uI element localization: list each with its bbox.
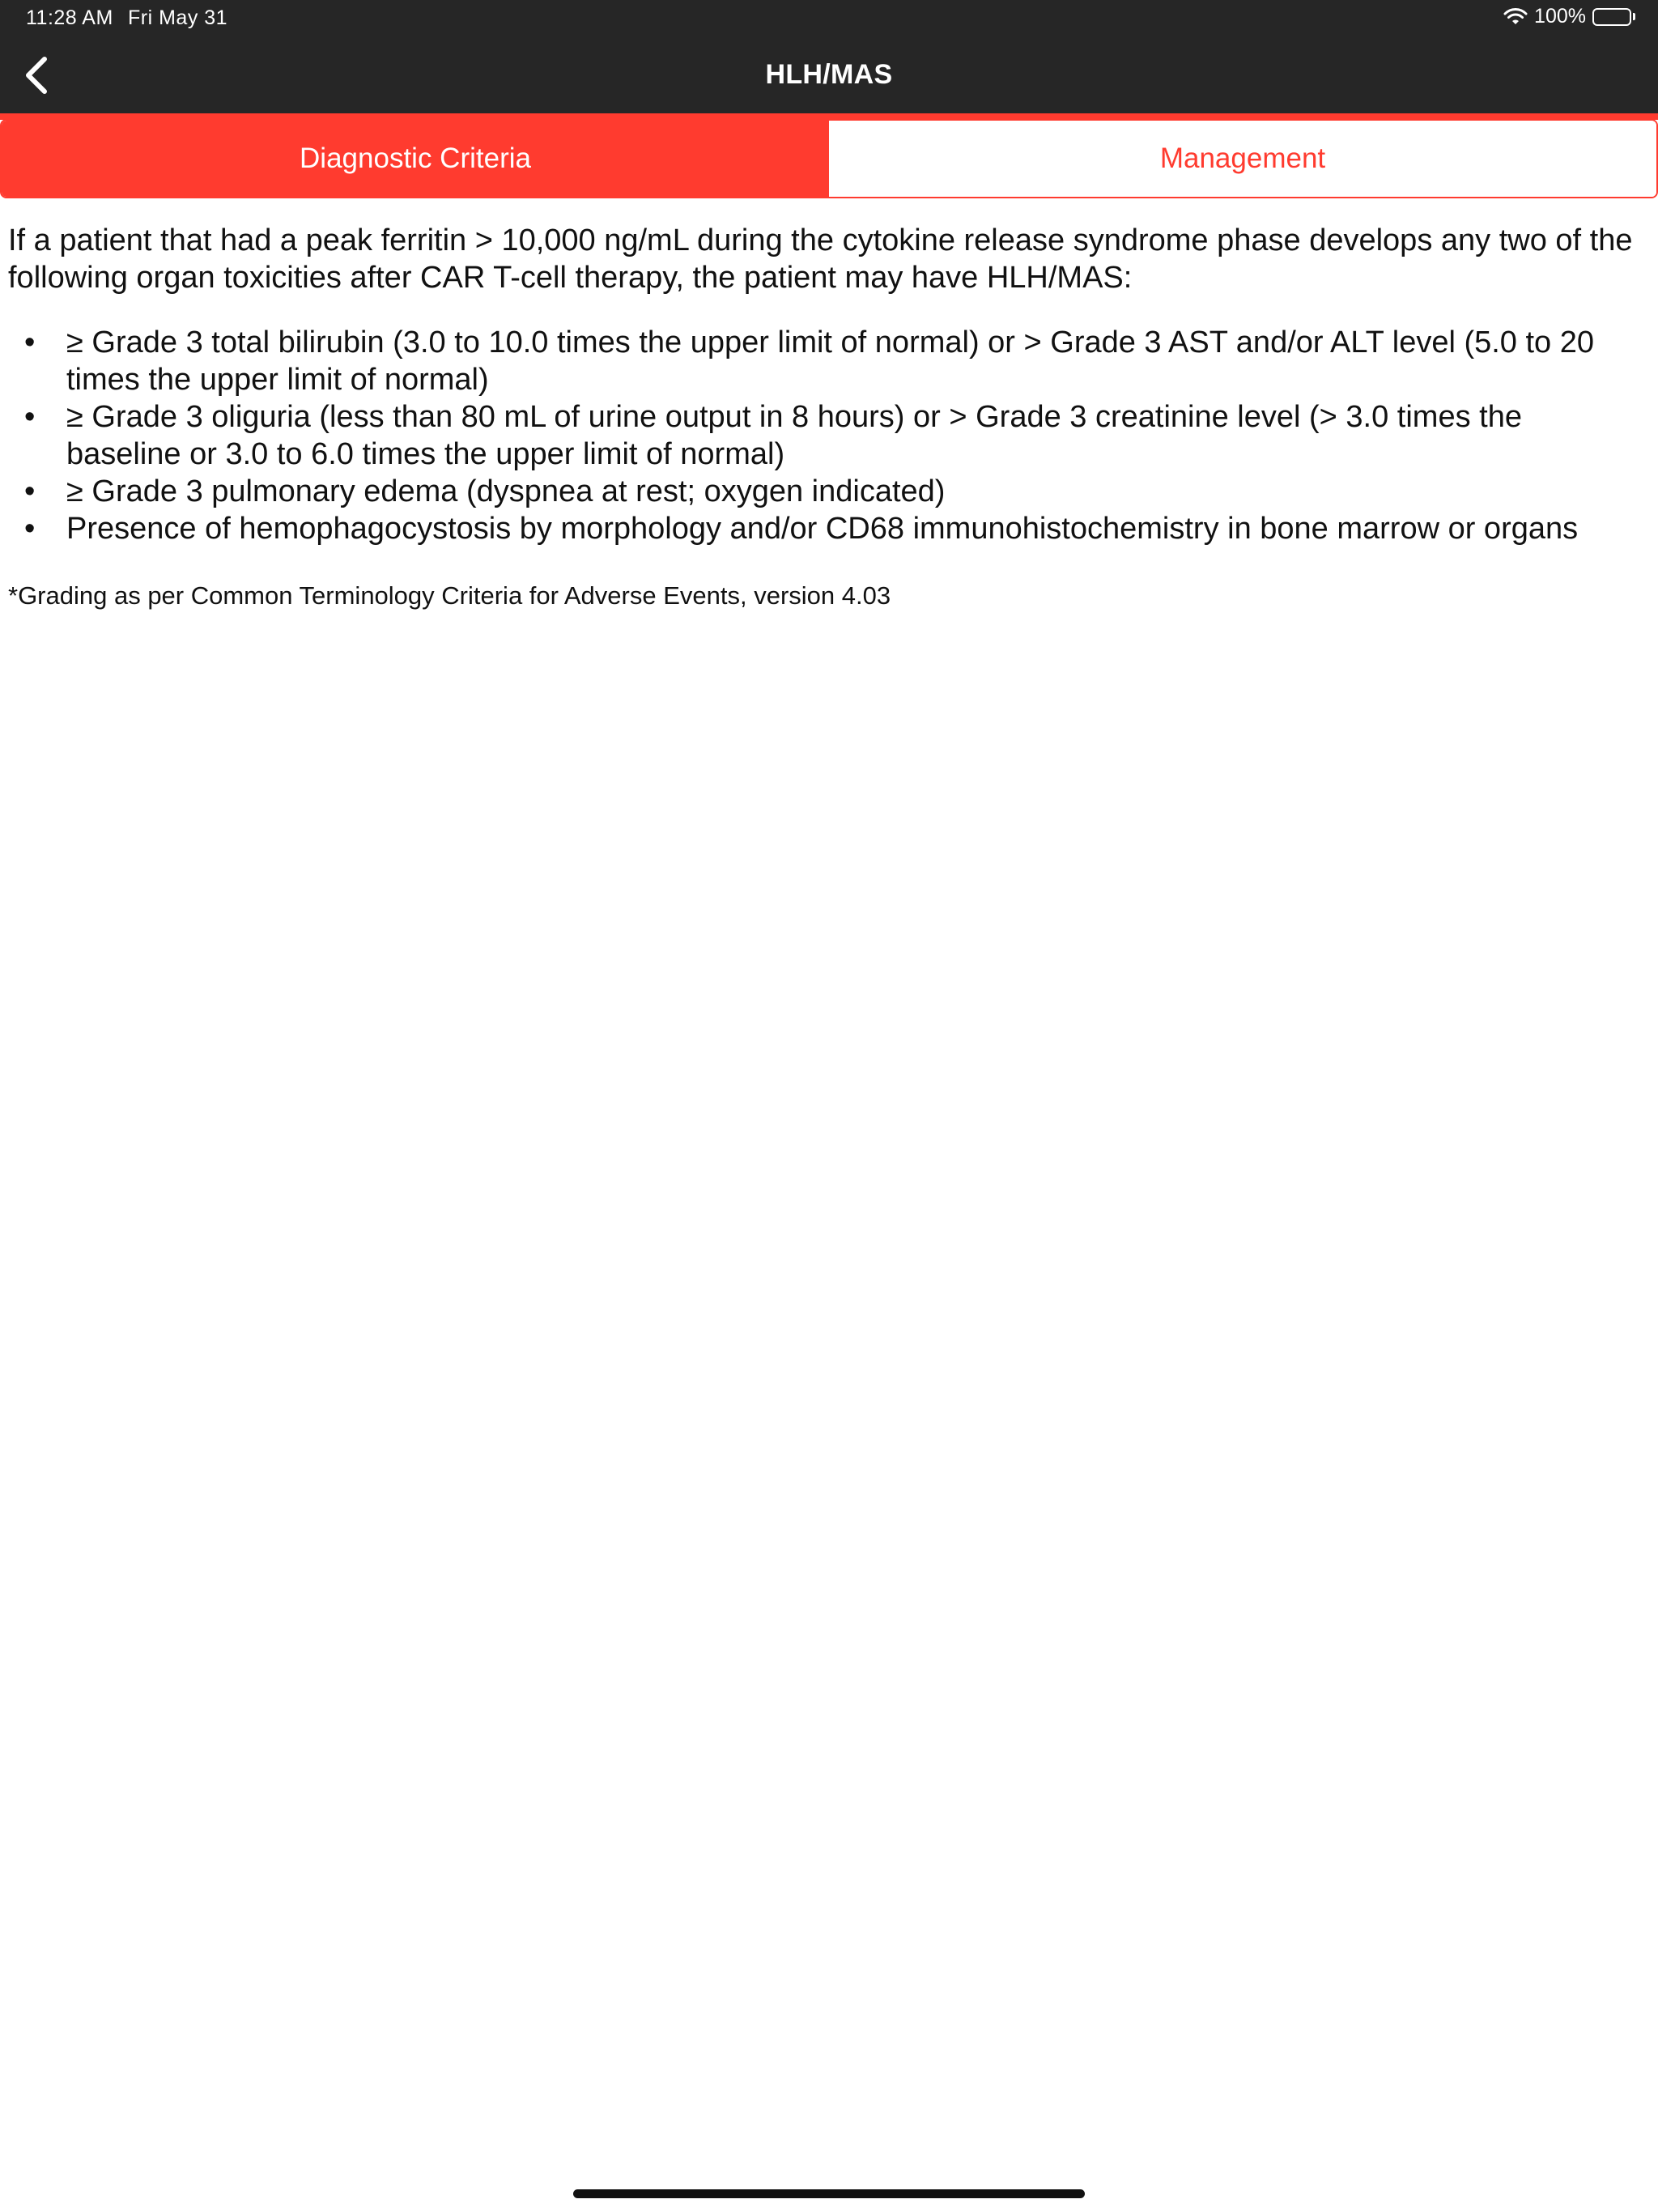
page-title: HLH/MAS [765,59,893,90]
intro-paragraph: If a patient that had a peak ferritin > 10,000 ng/mL during the cytokine release syndrome phase develops any two of the following organ toxicities after CAR T-cell therapy, the patient may have HLH/MAS: [8,223,1633,295]
list-item [8,510,1643,547]
status-bar [0,0,1658,36]
list-item [8,324,1643,398]
battery-icon [1592,8,1635,26]
list-item [8,473,1643,510]
criteria-list [8,324,1643,547]
criteria-text: ≥ Grade 3 pulmonary edema (dyspnea at rest; oxygen indicated) [66,474,946,508]
status-time: 11:28 AM [26,6,113,29]
criteria-text: ≥ Grade 3 total bilirubin (3.0 to 10.0 times the upper limit of normal) or > Grade 3 AST and/or ALT level (5.0 to 20 times the upper limit of normal) [66,325,1595,397]
criteria-text: Presence of hemophagocystosis by morphology and/or CD68 immunohistochemistry in bone marrow or organs [66,512,1579,546]
footnote: *Grading as per Common Terminology Criteria for Adverse Events, version 4.03 [8,581,891,610]
list-item [8,398,1643,473]
bullet: • [24,400,36,434]
home-indicator[interactable] [573,2189,1085,2198]
content-area [8,222,1643,612]
bullet: • [24,325,36,359]
criteria-text: ≥ Grade 3 oliguria (less than 80 mL of urine output in 8 hours) or > Grade 3 creatinine level (> 3.0 times the baseline or 3.0 to 6.0 times the upper limit of normal) [66,400,1522,471]
status-indicators [1503,5,1635,28]
bullet: • [24,474,36,508]
tab-management[interactable]: Management [829,121,1656,197]
status-date: Fri May 31 [128,6,228,29]
wifi-icon [1503,7,1528,27]
segmented-control [0,119,1658,198]
bullet: • [24,512,36,546]
battery-percent: 100% [1534,5,1586,28]
navigation-bar [0,36,1658,113]
tab-diagnostic-criteria[interactable]: Diagnostic Criteria [2,121,829,197]
